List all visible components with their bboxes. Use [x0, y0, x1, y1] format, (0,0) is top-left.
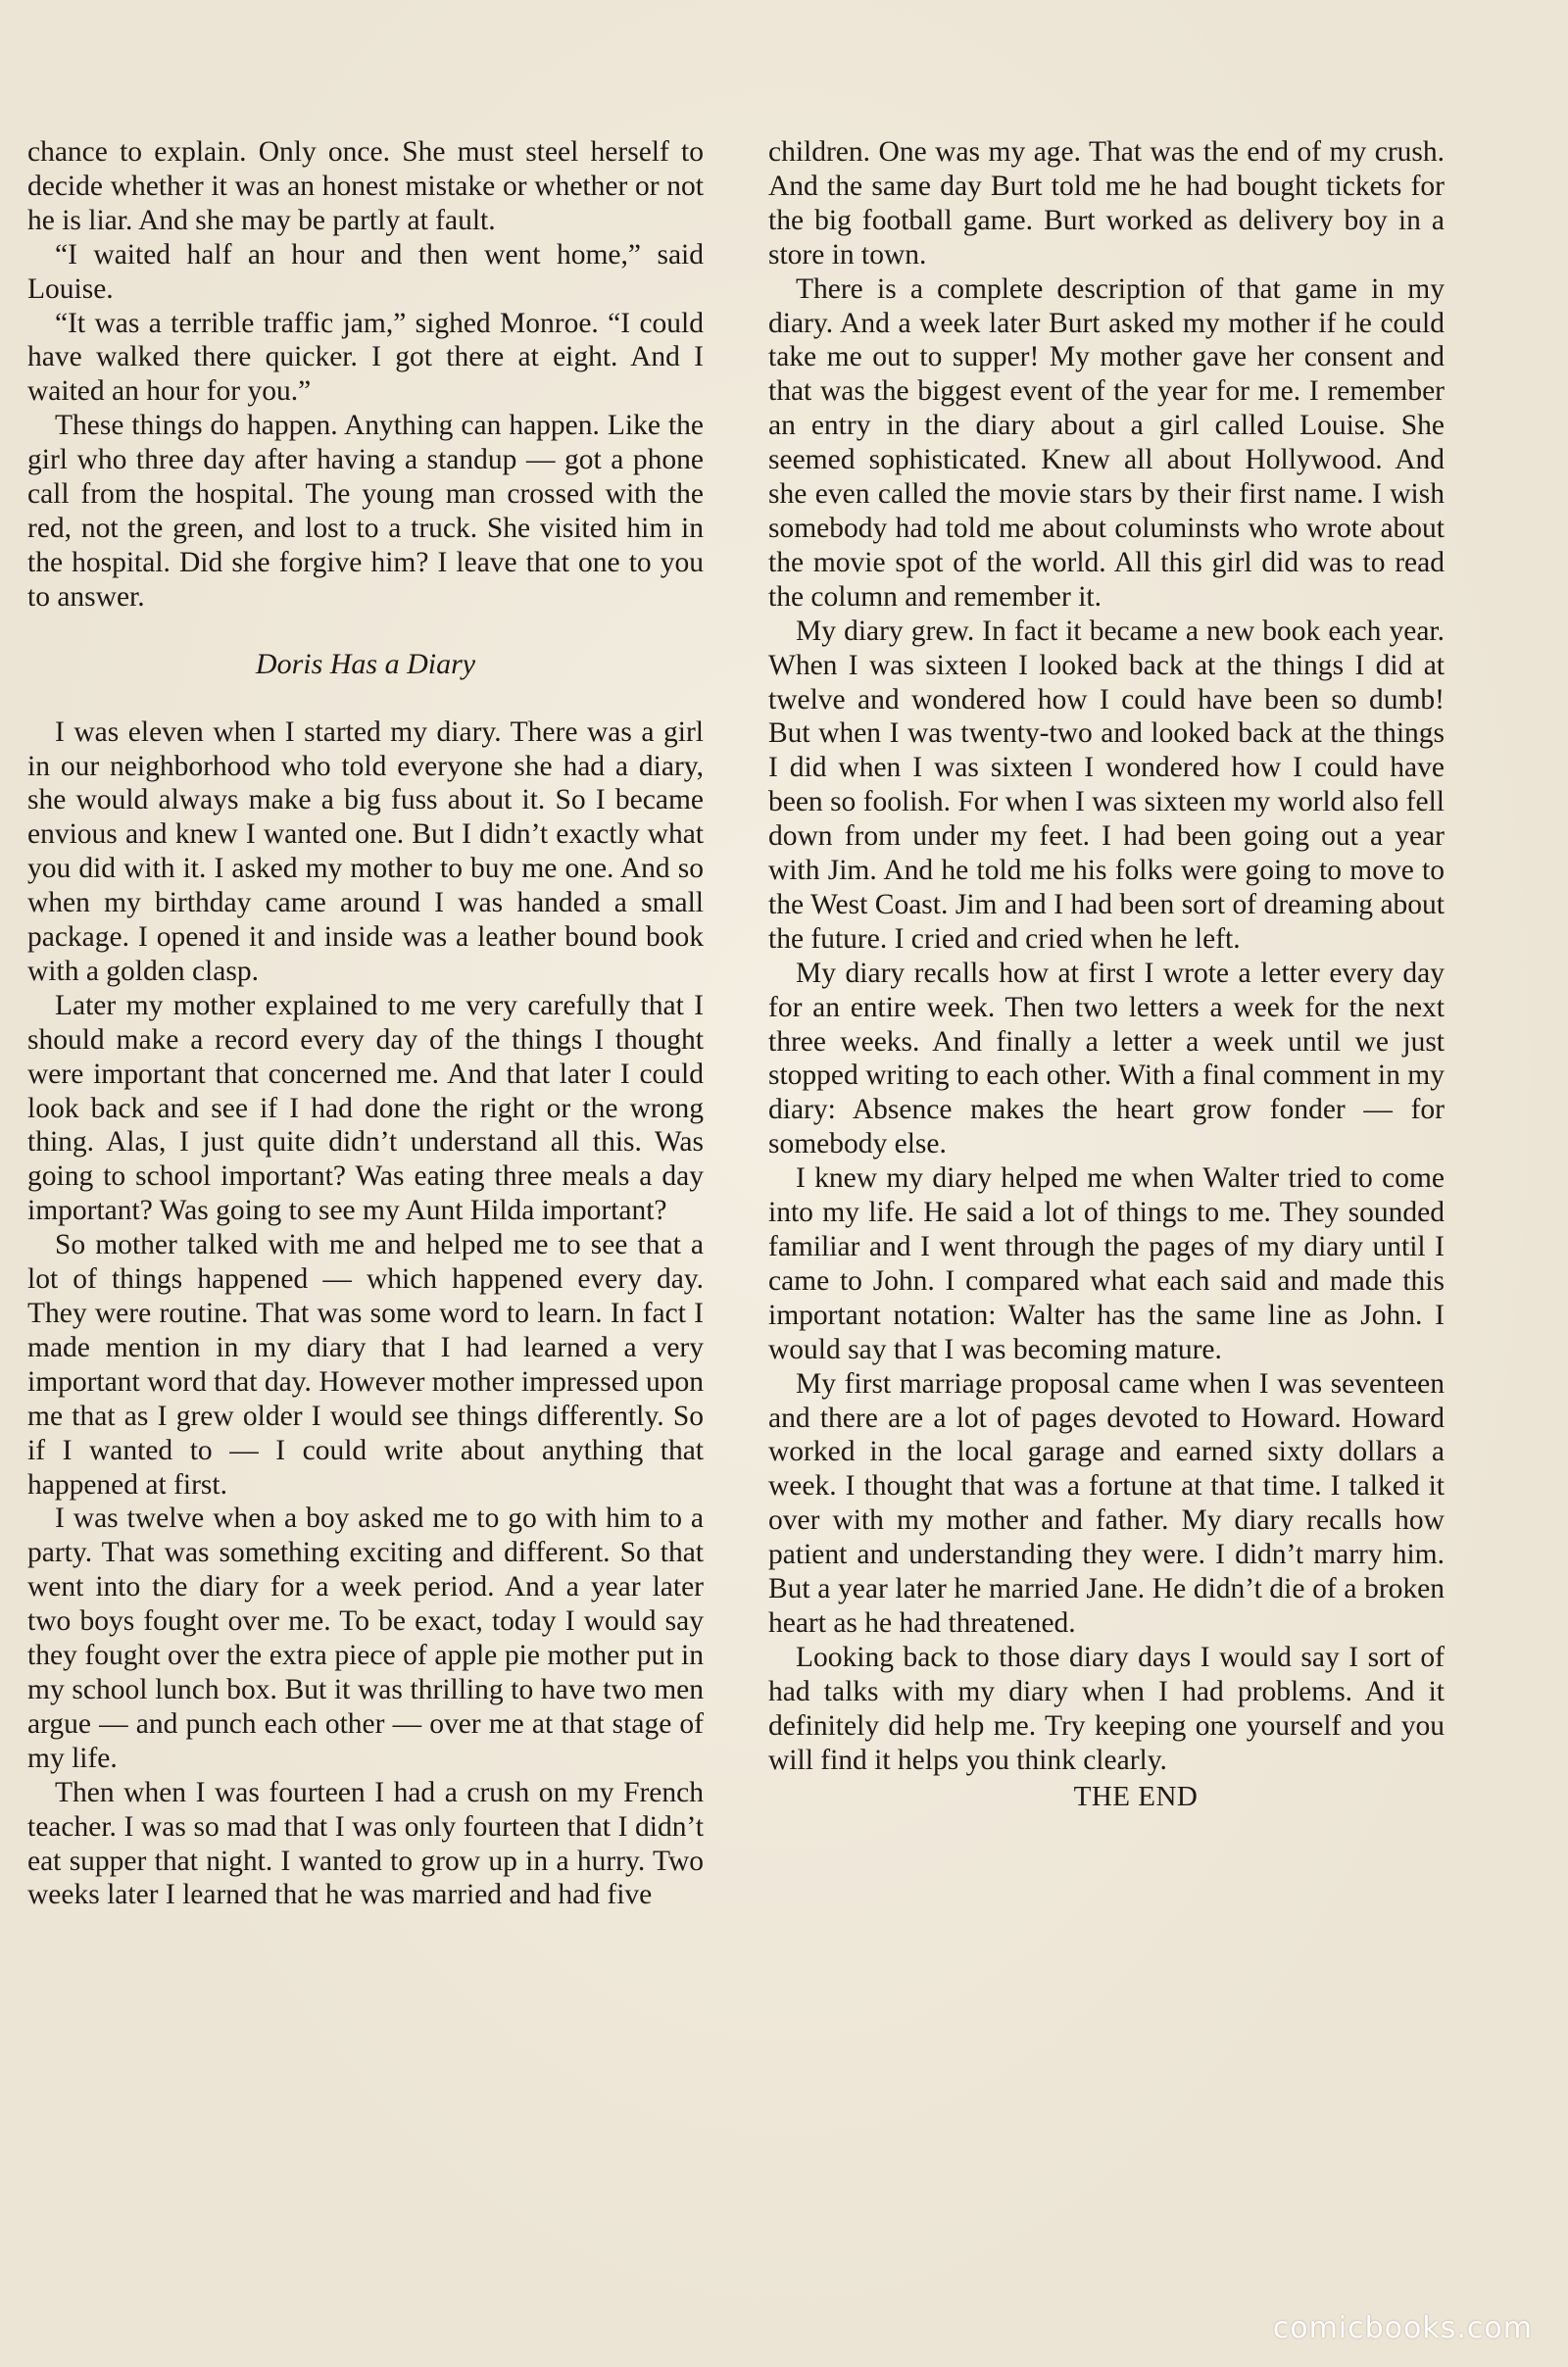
- paragraph: There is a complete description of that game in my diary. And a week later Burt asked my mother if he could take me out to supper! My mother gave her consent and that was the biggest event of the year for me. I remember an entry in the diary about a girl called Louise. She seemed sophisticated. Knew all about Hollywood. And she even called the movie stars by their first name. I wish somebody had told me about columinsts who wrote about the movie spot of the world. All this girl did was to read the column and remember it.: [768, 272, 1445, 613]
- paragraph: chance to explain. Only once. She must steel herself to decide whether it was an honest mistake or whether or not he is liar. And she may be partly at fault.: [27, 136, 704, 236]
- paragraph: “It was a terrible traffic jam,” sighed Monroe. “I could have walked there quicker. I got there at eight. And I waited an hour for you.”: [27, 307, 704, 408]
- paragraph: Later my mother explained to me very carefully that I should make a record every day of the things I thought were important that concerned me. And that later I could look back and see if I had done the right or the wrong thing. Alas, I just quite didn’t understand all this. Was going to school important? Was eating three meals a day important? Was going to see my Aunt Hilda important?: [27, 989, 704, 1227]
- the-end-label: THE END: [1073, 1780, 1199, 1812]
- paragraph: My diary recalls how at first I wrote a letter every day for an entire week. Then two letters a week for the next three weeks. And finally a letter a week until we just stopped writing to each other. With a final comment in my diary: Absence makes the heart grow fonder — for somebody else.: [768, 957, 1445, 1160]
- left-text-column: [27, 135, 704, 1912]
- paragraph: So mother talked with me and helped me to see that a lot of things happened — which happened every day. They were routine. That was some word to learn. In fact I made mention in my diary that I had learned a very important word that day. However mother impressed upon me that as I grew older I would see things differently. So if I wanted to — I could write about anything that happened at first.: [27, 1229, 704, 1501]
- paragraph: I was twelve when a boy asked me to go with him to a party. That was something exciting and different. So that went into the diary for a week period. And a year later two boys fought over me. To be exact, today I would say they fought over the extra piece of apple pie mother put in my school lunch box. But it was thrilling to have two men argue — and punch each other — over me at that stage of my life.: [27, 1503, 704, 1774]
- paragraph: Looking back to those diary days I would say I sort of had talks with my diary when I had problems. And it definitely did help me. Try keeping one yourself and you will find it helps you think clearly.: [768, 1641, 1445, 1776]
- right-text-column: [768, 135, 1445, 1813]
- watermark: comicbooks.com: [1272, 2311, 1533, 2345]
- paragraph: I was eleven when I started my diary. There was a girl in our neighborhood who told everyone she had a diary, she would always make a big fuss about it. So I became envious and knew I wanted one. But I didn’t exactly what you did with it. I asked my mother to buy me one. And so when my birthday came around I was handed a small package. I opened it and inside was a leather bound book with a golden clasp.: [27, 715, 704, 987]
- paragraph: Then when I was fourteen I had a crush on my French teacher. I was so mad that I was only fourteen that I didn’t eat supper that night. I wanted to grow up in a hurry. Two weeks later I learned that he was married and had five: [27, 1776, 704, 1911]
- paragraph: I knew my diary helped me when Walter tried to come into my life. He said a lot of things to me. They sounded familiar and I went through the pages of my diary until I came to John. I compared what each said and made this important notation: Walter has the same line as John. I would say that I was becoming mature.: [768, 1162, 1445, 1365]
- paragraph: “I waited half an hour and then went home,” said Louise.: [27, 238, 704, 305]
- paragraph: My first marriage proposal came when I was seventeen and there are a lot of pages devoted to Howard. Howard worked in the local garage and earned sixty dollars a week. I thought that was a fortune at that time. I talked it over with my mother and father. My diary recalls how patient and understanding they were. I didn’t marry him. But a year later he married Jane. He didn’t die of a broken heart as he had threatened.: [768, 1367, 1445, 1639]
- paragraph: My diary grew. In fact it became a new book each year. When I was sixteen I looked back at the things I did at twelve and wondered how I could have been so dumb! But when I was twenty-two and looked back at the things I did when I was sixteen I wondered how I could have been so foolish. For when I was sixteen my world also fell down from under my feet. I had been going out a year with Jim. And he told me his folks were going to move to the West Coast. Jim and I had been sort of dreaming about the future. I cried and cried when he left.: [768, 615, 1445, 955]
- paragraph: These things do happen. Anything can happen. Like the girl who three day after having a standup — got a phone call from the hospital. The young man crossed with the red, not the green, and lost to a truck. She visited him in the hospital. Did she forgive him? I leave that one to you to answer.: [27, 410, 704, 613]
- paragraph: children. One was my age. That was the end of my crush. And the same day Burt told me he had bought tickets for the big football game. Burt worked as delivery boy in a store in town.: [768, 136, 1445, 271]
- section-heading: Doris Has a Diary: [255, 647, 476, 680]
